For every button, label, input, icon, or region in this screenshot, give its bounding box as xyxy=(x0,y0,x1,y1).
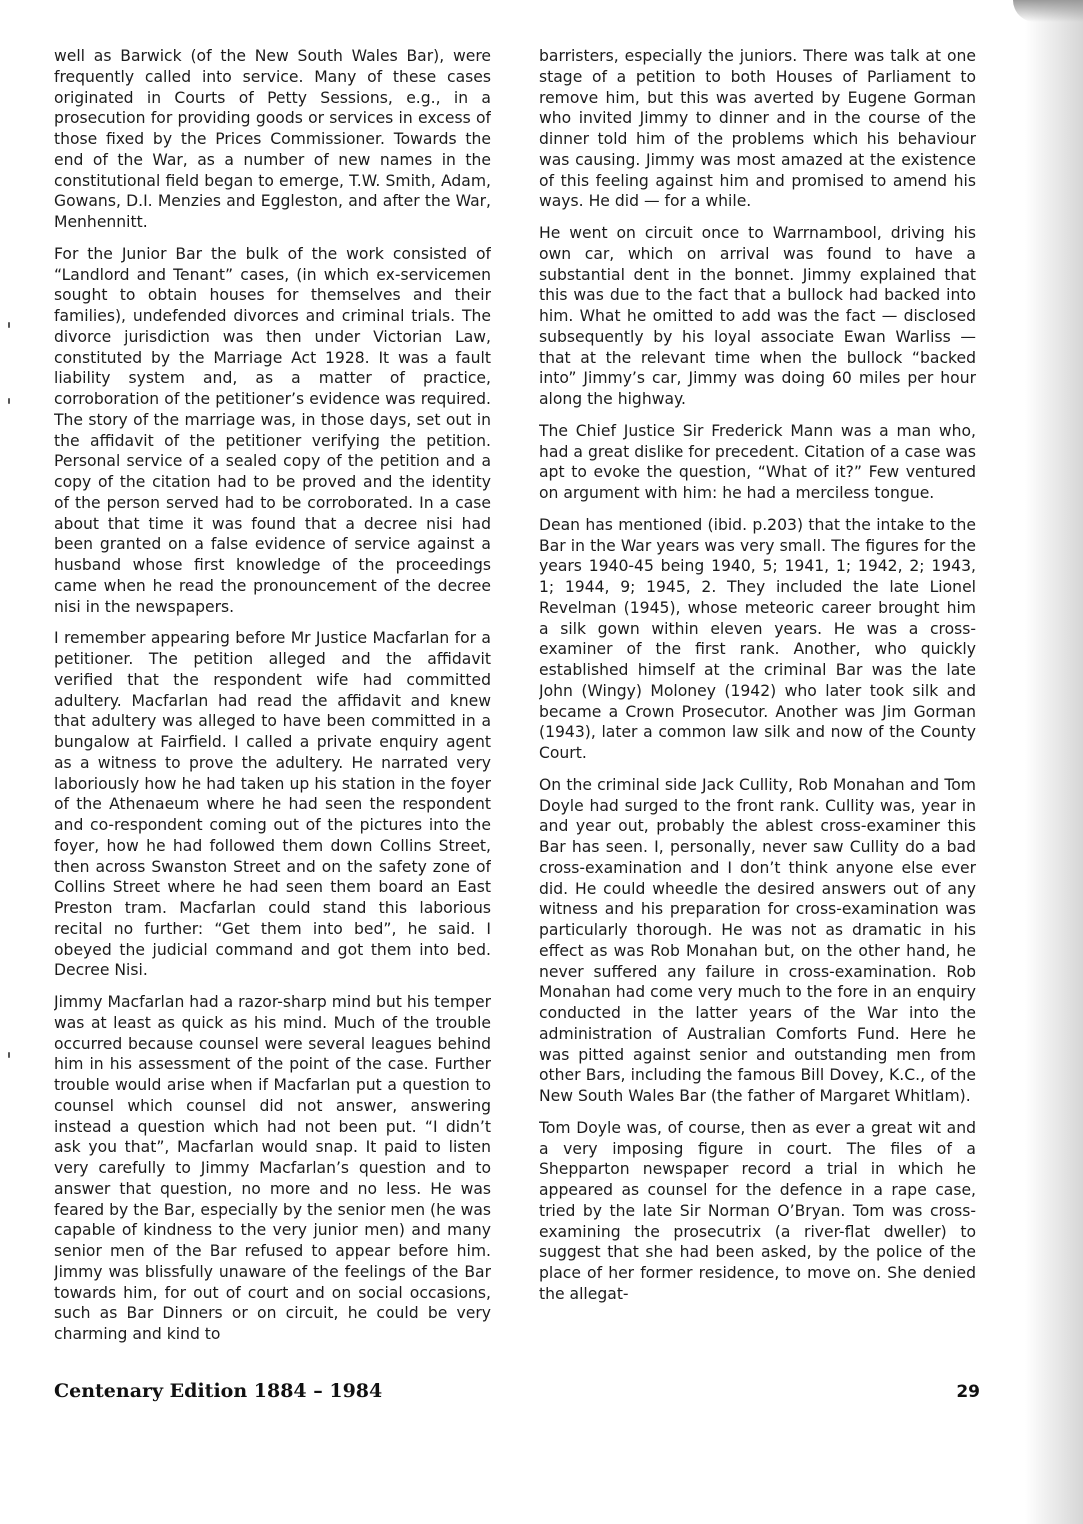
paragraph: barristers, especially the juniors. There was talk at one stage of a petition to both Houses of Parliament to remove him, but this was averted by Eugene Gorman who invited Jimmy to dinner and in the course of the dinner told him of the problems which his behaviour was causing. Jimmy was most amazed at the existence of this feeling against him and promised to amend his ways. He did — for a while. xyxy=(539,47,976,211)
paragraph: He went on circuit once to Warrnambool, driving his own car, which on arrival was found to have a substantial dent in the bonnet. Jimmy explained that this was due to the fact that a bullock had backed into him. What he omitted to add was the fact — disclosed subsequently by his loyal associate Ewan Warliss — that at the relevant time when the bullock “backed into” Jimmy’s car, Jimmy was doing 60 miles per hour along the highway. xyxy=(539,224,976,408)
paragraph: Jimmy Macfarlan had a razor-sharp mind but his temper was at least as quick as his mind. Much of the trouble occurred because counsel were several leagues behind him in his assessment of the point of the case. Further trouble would arise when if Macfarlan put a question to counsel which counsel did not answer, answering instead a question which had not been put. “I didn’t ask you that”, Macfarlan would snap. It paid to listen very carefully to Jimmy Macfarlan’s question and to answer that question, no more and no less. He was feared by the Bar, especially by the senior men (he was capable of kindness to the very junior men) and many senior men of the Bar refused to appear before him. Jimmy was blissfully unaware of the feelings of the Bar towards him, for out of court and on social occasions, such as Bar Dinners or on circuit, he could be very charming and kind to xyxy=(54,993,491,1343)
paragraph: On the criminal side Jack Cullity, Rob Monahan and Tom Doyle had surged to the front rank. Cullity was, year in and year out, probably the ablest cross-examiner this Bar has seen. I, personally, never saw Cullity do a bad cross-examination and I don’t think anyone else ever did. He could wheedle the desired answers out of any witness and his preparation for cross-examination was particularly thorough. He was not as dramatic in his effect as was Rob Monahan but, on the other hand, he never suffered any failure in cross-examination. Rob Monahan had come very much to the fore in an enquiry conducted in the latter years of the War into the administration of Australian Comforts Fund. Here he was pitted against senior and outstanding men from other Bars, including the famous Bill Dovey, K.C., of the New South Wales Bar (the father of Margaret Whitlam). xyxy=(539,775,976,1105)
paragraph: Dean has mentioned (ibid. p.203) that the intake to the Bar in the War years was very small. The figures for the years 1940-45 being 1940, 5; 1941, 1; 1942, 2; 1943, 1; 1944, 9; 1945, 2. They included the late Lionel Revelman (1945), whose meteoric career brought him a silk gown within eleven years. He was a cross-examiner of the first rank. Another, who quickly established himself at the criminal Bar was the late John (Wingy) Moloney (1942) who later took silk and became a Crown Prosecutor. Another was Jim Gorman (1943), later a common law silk and now of the County Court. xyxy=(539,515,976,762)
paragraph: I remember appearing before Mr Justice Macfarlan for a petitioner. The petition alleged and the affidavit verified that the respondent wife had committed adultery. Macfarlan had read the affidavit and knew that adultery was alleged to have been committed in a bungalow at Fairfield. I called a private enquiry agent as a witness to prove the adultery. He narrated very laboriously how he had taken up his station in the foyer of the Athenaeum where he had seen the respondent and co-respondent coming out of the pictures into the foyer, how he had followed them down Collins Street, then across Swanston Street and on the safety zone of Collins Street where he had seen them board an East Preston tram. Macfarlan could stand this laborious recital no further: “Get them into bed”, he said. I obeyed the judicial command and got them into bed. Decree Nisi. xyxy=(54,629,491,980)
right-column xyxy=(539,46,976,1366)
paragraph: Tom Doyle was, of course, then as ever a great wit and a very imposing figure in court. The files of a Shepparton newspaper record a trial in which he appeared as counsel for the defence in a rape case, tried by the late Sir Norman O’Bryan. Tom was cross-examining the prosecutrix (a river-flat dweller) to suggest that she had been asked, by the police of the place of her former residence, to move on. She denied the allegat- xyxy=(539,1118,976,1303)
margin-mark xyxy=(8,398,10,404)
paragraph: well as Barwick (of the New South Wales Bar), were frequently called into service. Many of these cases originated in Courts of Petty Sessions, e.g., in a prosecution for providing goods or services in excess of those fixed by the Prices Commissioner. Towards the end of the War, as a number of new names in the constitutional field began to emerge, T.W. Smith, Adam, Gowans, D.I. Menzies and Eggleston, and after the War, Menhennitt. xyxy=(54,47,491,231)
paragraph: For the Junior Bar the bulk of the work consisted of “Landlord and Tenant” cases, (in which ex-servicemen sought to obtain houses for themselves and their families), undefended divorces and criminal trials. The divorce jurisdiction was then under Victorian Law, constituted by the Marriage Act 1928. It was a fault liability system and, as a matter of practice, corroboration of the petitioner’s evidence was required. The story of the marriage was, in those days, set out in the affidavit of the petitioner verifying the petition. Personal service of a sealed copy of the petition and a copy of the citation had to be proved and the identity of the person served had to be corroborated. In a case about that time it was found that a decree nisi had been granted on a false evidence of service against a husband whose first knowledge of the proceedings came when he read the pronouncement of the decree nisi in the newspapers. xyxy=(54,244,491,616)
margin-mark xyxy=(8,1052,10,1058)
left-column xyxy=(54,46,491,1366)
page-edge-mark xyxy=(1013,0,1083,22)
paragraph: The Chief Justice Sir Frederick Mann was a man who, had a great dislike for precedent. Citation of a case was apt to evoke the question, “What of it?” Few ventured on argument with him: he had a merciless tongue. xyxy=(539,421,976,502)
footer-title: Centenary Edition 1884 – 1984 xyxy=(54,1380,383,1402)
page-edge-shadow xyxy=(1025,0,1083,1524)
margin-mark xyxy=(8,322,10,328)
page-number: 29 xyxy=(956,1382,980,1402)
